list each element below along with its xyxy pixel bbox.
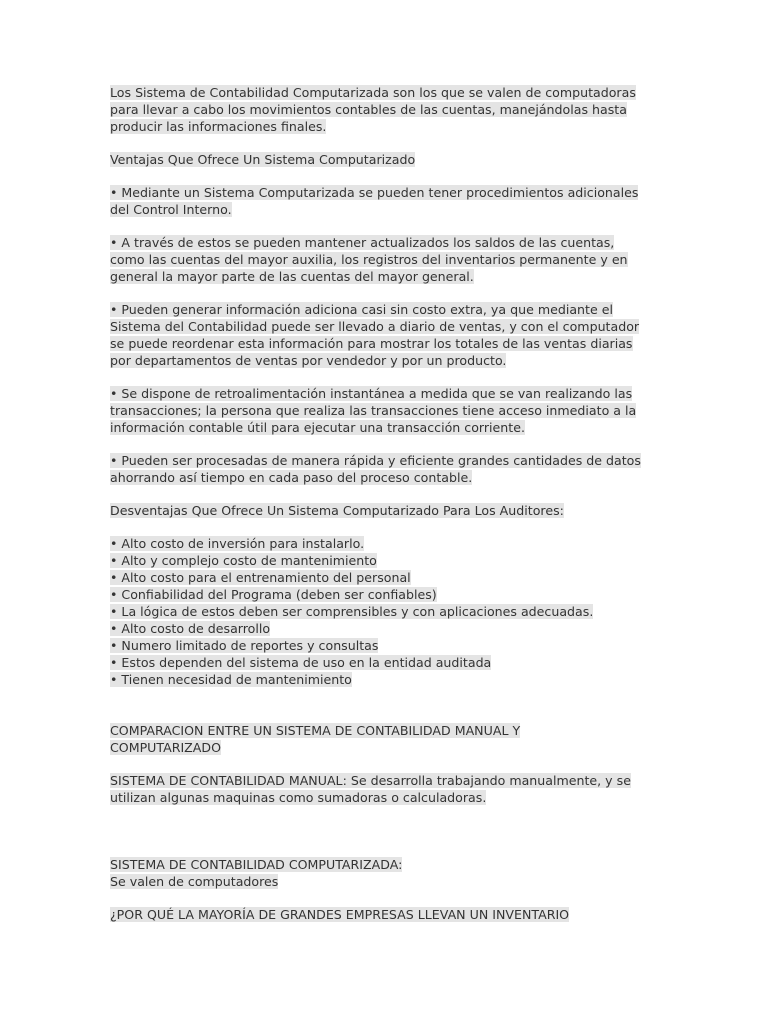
desventajas-list [110, 535, 680, 688]
text-line: utilizan algunas maquinas como sumadoras o calculadoras. [110, 790, 487, 805]
text-line: del Control Interno. [110, 202, 232, 217]
manual-paragraph [110, 772, 680, 806]
text-line: • A través de estos se pueden mantener actualizados los saldos de las cuentas, [110, 235, 615, 250]
list-item: • Estos dependen del sistema de uso en la entidad auditada [110, 655, 492, 670]
list-item: • La lógica de estos deben ser comprensibles y con aplicaciones adecuadas. [110, 604, 594, 619]
list-item: • Alto costo de inversión para instalarlo. [110, 536, 365, 551]
text-line: COMPUTARIZADO [110, 740, 222, 755]
text-line: • Se dispone de retroalimentación instantánea a medida que se van realizando las [110, 386, 633, 401]
desventajas-heading: Desventajas Que Ofrece Un Sistema Computarizado Para Los Auditores: [110, 503, 564, 518]
text-line: producir las informaciones finales. [110, 119, 327, 134]
intro-paragraph [110, 84, 680, 135]
ventajas-heading: Ventajas Que Ofrece Un Sistema Computarizado [110, 152, 416, 167]
list-item: • Tienen necesidad de mantenimiento [110, 672, 352, 687]
text-line: • Pueden generar información adiciona casi sin costo extra, ya que mediante el [110, 302, 613, 317]
text-line: • Mediante un Sistema Computarizada se pueden tener procedimientos adicionales [110, 185, 639, 200]
ventaja-item [110, 385, 680, 436]
ventaja-item [110, 301, 680, 369]
list-item: • Alto costo de desarrollo [110, 621, 271, 636]
list-item: • Alto costo para el entrenamiento del personal [110, 570, 411, 585]
text-line: SISTEMA DE CONTABILIDAD MANUAL: Se desarrolla trabajando manualmente, y se [110, 773, 631, 788]
text-line: general la mayor parte de las cuentas del mayor general. [110, 269, 474, 284]
list-item: • Confiabilidad del Programa (deben ser confiables) [110, 587, 437, 602]
text-line: • Pueden ser procesadas de manera rápida y eficiente grandes cantidades de datos [110, 453, 641, 468]
text-line: ahorrando así tiempo en cada paso del proceso contable. [110, 470, 473, 485]
text-line: Sistema del Contabilidad puede ser llevado a diario de ventas, y con el computador [110, 319, 640, 334]
text-line: Se valen de computadores [110, 874, 279, 889]
ventaja-item [110, 184, 680, 218]
list-item: • Alto y complejo costo de mantenimiento [110, 553, 377, 568]
text-line: por departamentos de ventas por vendedor y por un producto. [110, 353, 507, 368]
text-line: Los Sistema de Contabilidad Computarizada son los que se valen de computadoras [110, 85, 636, 100]
text-line: COMPARACION ENTRE UN SISTEMA DE CONTABILIDAD MANUAL Y [110, 723, 521, 738]
list-item: • Numero limitado de reportes y consultas [110, 638, 379, 653]
text-line: transacciones; la persona que realiza las transacciones tiene acceso inmediato a la [110, 403, 637, 418]
document-content [110, 84, 680, 923]
computarizada-paragraph [110, 856, 680, 890]
text-line: SISTEMA DE CONTABILIDAD COMPUTARIZADA: [110, 857, 403, 872]
ventaja-item [110, 234, 680, 285]
text-line: información contable útil para ejecutar una transacción corriente. [110, 420, 525, 435]
ventaja-item [110, 452, 680, 486]
text-line: para llevar a cabo los movimientos contables de las cuentas, manejándolas hasta [110, 102, 627, 117]
text-line: como las cuentas del mayor auxilia, los registros del inventarios permanente y en [110, 252, 628, 267]
text-line: se puede reordenar esta información para mostrar los totales de las ventas diarias [110, 336, 633, 351]
comparacion-heading [110, 722, 680, 756]
pregunta-heading: ¿POR QUÉ LA MAYORÍA DE GRANDES EMPRESAS LLEVAN UN INVENTARIO [110, 907, 570, 922]
